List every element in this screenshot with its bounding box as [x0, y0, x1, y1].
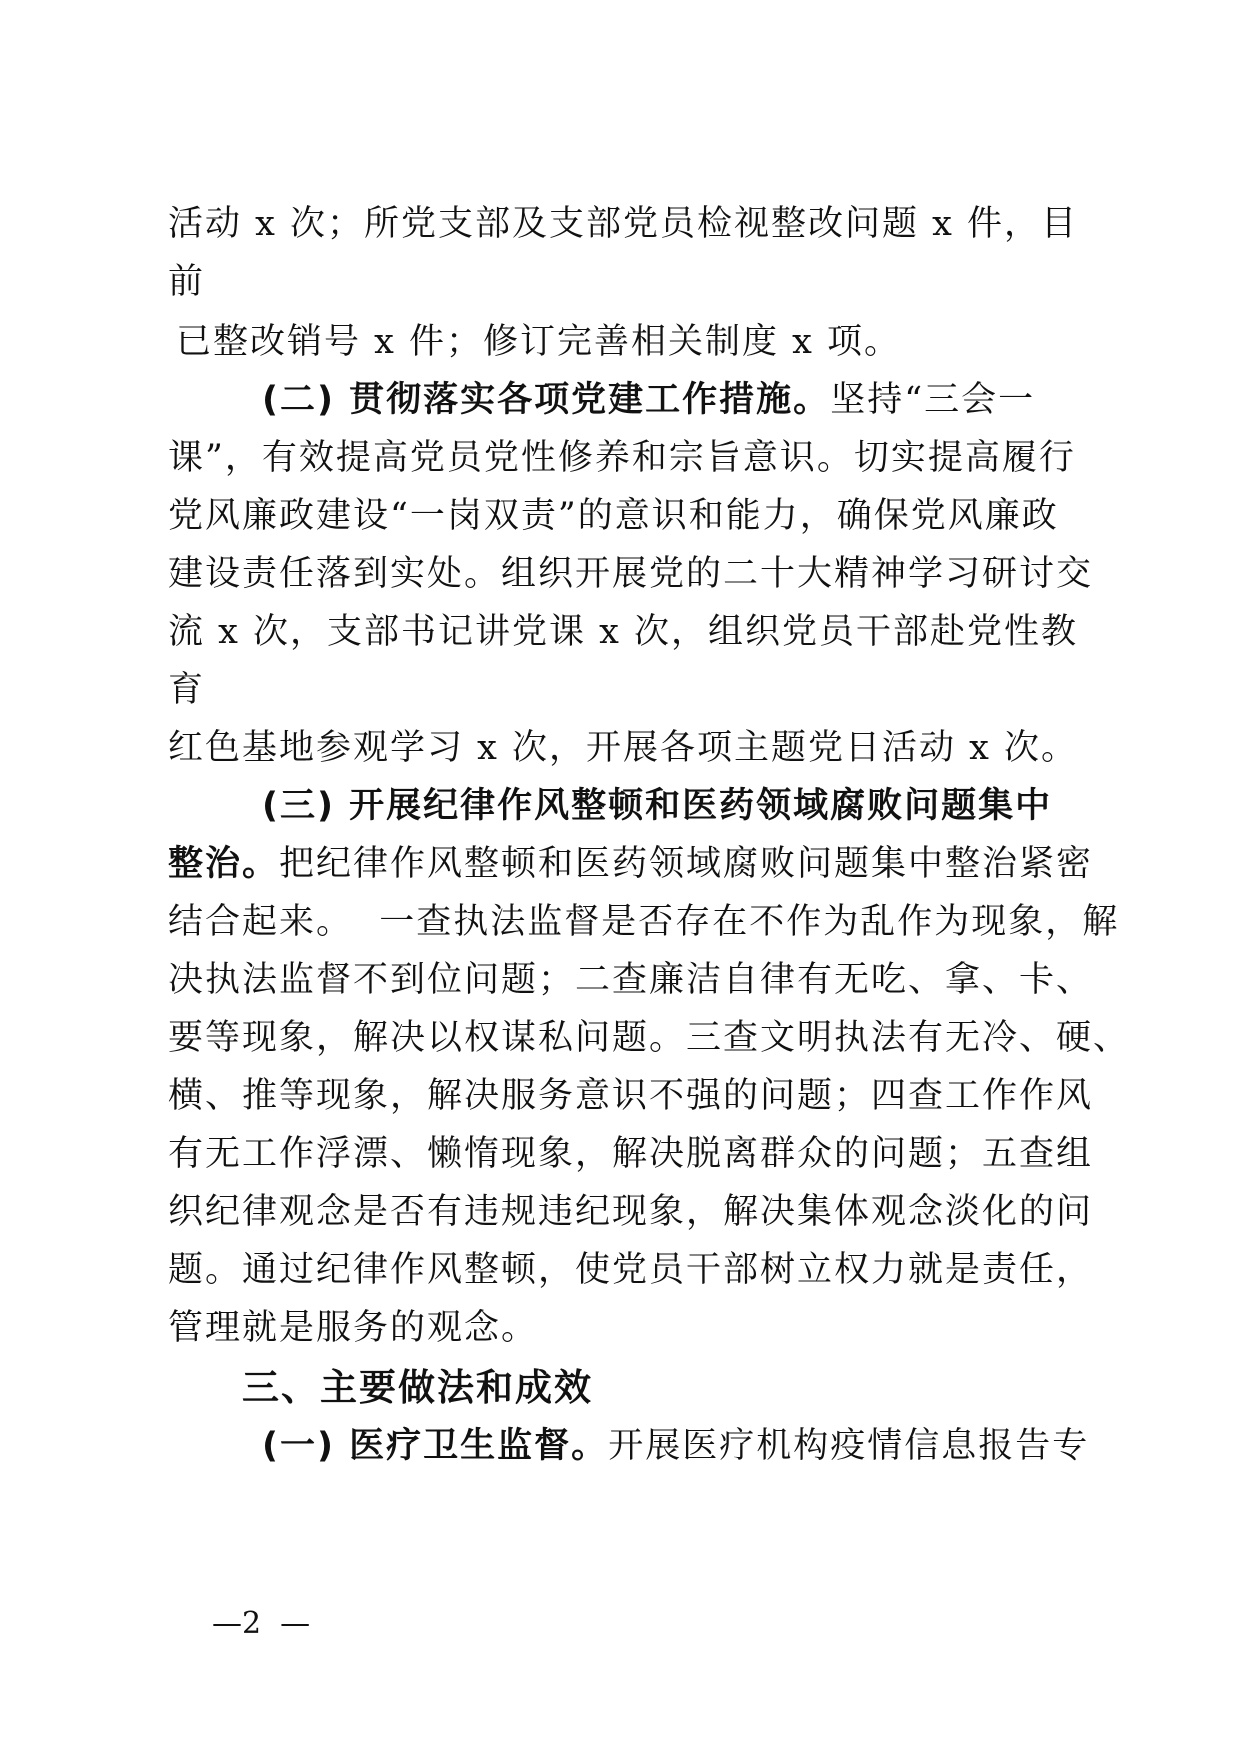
- text-line: 前: [168, 262, 206, 302]
- text-line: 活动 x 次；所党支部及支部党员检视整改问题 x 件，目: [168, 204, 1078, 244]
- text-line: 课”，有效提高党员党性修养和宗旨意识。切实提高履行: [168, 438, 1076, 478]
- text-line: 流 x 次，支部书记讲党课 x 次，组织党员干部赴党性教: [168, 612, 1078, 652]
- section-heading: 三、主要做法和成效: [242, 1366, 593, 1409]
- text-line: 横、推等现象，解决服务意识不强的问题；四查工作作风: [168, 1076, 1094, 1116]
- subsection-heading: (二) 贯彻落实各项党建工作措施。: [262, 380, 831, 420]
- text-line: 建设责任落到实处。组织开展党的二十大精神学习研讨交: [168, 554, 1094, 594]
- text-line: 育: [168, 670, 206, 710]
- subsection-heading: (三) 开展纪律作风整顿和医药领域腐败问题集中: [262, 786, 1053, 826]
- text-line: 题。通过纪律作风整顿，使党员干部树立权力就是责任，: [168, 1250, 1094, 1290]
- text-span: 坚持“三会一: [830, 380, 1036, 420]
- text-line: 决执法监督不到位问题；二查廉洁自律有无吃、拿、卡、: [168, 960, 1094, 1000]
- text-line: [262, 380, 1035, 420]
- text-line: 有无工作浮漂、懒惰现象，解决脱离群众的问题；五查组: [168, 1134, 1094, 1174]
- text-line: 红色基地参观学习 x 次，开展各项主题党日活动 x 次。: [168, 728, 1078, 768]
- subsection-heading: 整治。: [168, 844, 280, 884]
- subsection-heading: (一) 医疗卫生监督。: [262, 1426, 609, 1466]
- text-line: 管理就是服务的观念。: [168, 1308, 539, 1348]
- text-line: 结合起来。 一查执法监督是否存在不作为乱作为现象，解: [168, 902, 1120, 942]
- text-line: 已整改销号 x 件；修订完善相关制度 x 项。: [176, 322, 901, 362]
- page-number: —2 —: [212, 1606, 311, 1641]
- text-line: 要等现象，解决以权谋私问题。三查文明执法有无冷、硬、: [168, 1018, 1131, 1058]
- text-line: 党风廉政建设“一岗双责”的意识和能力，确保党风廉政: [168, 496, 1059, 536]
- text-span: 开展医疗机构疫情信息报告专: [608, 1426, 1090, 1466]
- text-line: [262, 1426, 1089, 1466]
- text-line: [168, 844, 1093, 884]
- text-span: 把纪律作风整顿和医药领域腐败问题集中整治紧密: [279, 844, 1094, 884]
- text-line: 织纪律观念是否有违规违纪现象，解决集体观念淡化的问: [168, 1192, 1094, 1232]
